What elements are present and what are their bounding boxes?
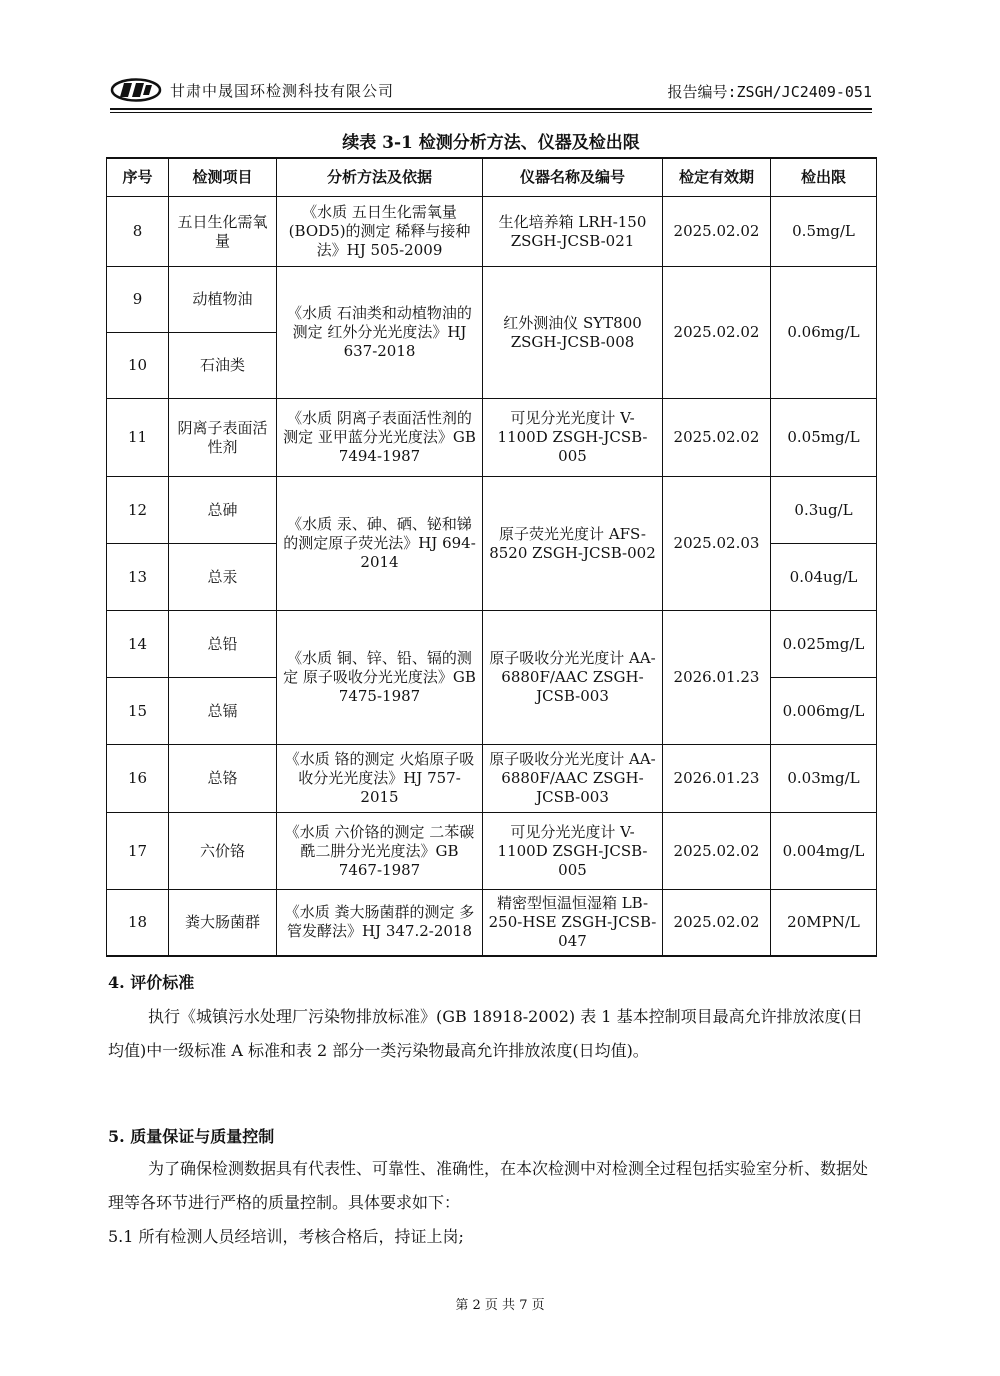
col-header-valid: 检定有效期 (663, 158, 771, 197)
cell-instrument: 原子荧光光度计 AFS-8520 ZSGH-JCSB-002 (483, 477, 663, 611)
cell-limit: 0.004mg/L (771, 813, 877, 890)
page-number: 第 2 页 共 7 页 (455, 1298, 545, 1313)
cell-no: 12 (107, 477, 169, 544)
cell-instrument: 生化培养箱 LRH-150 ZSGH-JCSB-021 (483, 197, 663, 267)
cell-instrument: 原子吸收分光光度计 AA-6880F/AAC ZSGH-JCSB-003 (483, 611, 663, 745)
cell-method: 《水质 石油类和动植物油的测定 红外分光光度法》HJ 637-2018 (277, 267, 483, 399)
cell-limit: 0.025mg/L (771, 611, 877, 678)
cell-instrument: 红外测油仪 SYT800 ZSGH-JCSB-008 (483, 267, 663, 399)
cell-item: 总镉 (169, 678, 277, 745)
header-rule (110, 108, 872, 110)
cell-no: 11 (107, 399, 169, 477)
cell-item: 六价铬 (169, 813, 277, 890)
cell-item: 总铅 (169, 611, 277, 678)
table-row (107, 399, 877, 477)
cell-method: 《水质 铬的测定 火焰原子吸收分光光度法》HJ 757-2015 (277, 745, 483, 813)
col-header-no: 序号 (107, 158, 169, 197)
cell-limit: 0.06mg/L (771, 267, 877, 399)
header-rule-thin (110, 112, 872, 113)
table-row (107, 267, 877, 333)
table-row (107, 745, 877, 813)
cell-limit: 20MPN/L (771, 890, 877, 956)
table-row (107, 611, 877, 678)
company-logo-icon (110, 78, 162, 102)
col-header-item: 检测项目 (169, 158, 277, 197)
cell-method: 《水质 五日生化需氧量(BOD5)的测定 稀释与接种法》HJ 505-2009 (277, 197, 483, 267)
cell-valid: 2025.02.02 (663, 267, 771, 399)
cell-no: 14 (107, 611, 169, 678)
cell-valid: 2025.02.02 (663, 399, 771, 477)
cell-no: 13 (107, 544, 169, 611)
section-4-title: 4. 评价标准 (108, 973, 195, 992)
cell-no: 17 (107, 813, 169, 890)
cell-item: 石油类 (169, 333, 277, 399)
cell-instrument: 可见分光光度计 V-1100D ZSGH-JCSB-005 (483, 813, 663, 890)
cell-item: 粪大肠菌群 (169, 890, 277, 956)
cell-valid: 2026.01.23 (663, 611, 771, 745)
cell-no: 10 (107, 333, 169, 399)
cell-limit: 0.03mg/L (771, 745, 877, 813)
col-header-instrument: 仪器名称及编号 (483, 158, 663, 197)
section-5-1-text: 5.1 所有检测人员经培训，考核合格后，持证上岗; (108, 1227, 464, 1246)
cell-limit: 0.006mg/L (771, 678, 877, 745)
cell-instrument: 原子吸收分光光度计 AA-6880F/AAC ZSGH-JCSB-003 (483, 745, 663, 813)
cell-instrument: 可见分光光度计 V-1100D ZSGH-JCSB-005 (483, 399, 663, 477)
report-number: 报告编号:ZSGH/JC2409-051 (667, 83, 872, 101)
cell-method: 《水质 粪大肠菌群的测定 多管发酵法》HJ 347.2-2018 (277, 890, 483, 956)
cell-limit: 0.3ug/L (771, 477, 877, 544)
cell-item: 总铬 (169, 745, 277, 813)
section-5-text: 为了确保检测数据具有代表性、可靠性、准确性，在本次检测中对检测全过程包括实验室分析、数据处理等各环节进行严格的质量控制。具体要求如下： (108, 1159, 869, 1212)
table-row (107, 813, 877, 890)
table-row (107, 197, 877, 267)
cell-limit: 0.04ug/L (771, 544, 877, 611)
cell-no: 16 (107, 745, 169, 813)
cell-no: 18 (107, 890, 169, 956)
cell-no: 9 (107, 267, 169, 333)
section-4-text: 执行《城镇污水处理厂污染物排放标准》(GB 18918-2002) 表 1 基本控制项目最高允许排放浓度(日均值)中一级标准 A 标准和表 2 部分一类污染物最高允许排放浓度(日均值)。 (108, 1007, 863, 1060)
cell-valid: 2025.02.02 (663, 197, 771, 267)
methods-table (106, 157, 877, 957)
cell-no: 8 (107, 197, 169, 267)
cell-method: 《水质 阴离子表面活性剂的测定 亚甲蓝分光光度法》GB 7494-1987 (277, 399, 483, 477)
cell-limit: 0.5mg/L (771, 197, 877, 267)
cell-method: 《水质 铜、锌、铅、镉的测定 原子吸收分光光度法》GB 7475-1987 (277, 611, 483, 745)
cell-instrument: 精密型恒温恒湿箱 LB-250-HSE ZSGH-JCSB-047 (483, 890, 663, 956)
table-title: 续表 3-1 检测分析方法、仪器及检出限 (342, 133, 640, 153)
cell-valid: 2025.02.02 (663, 813, 771, 890)
cell-no: 15 (107, 678, 169, 745)
cell-item: 动植物油 (169, 267, 277, 333)
cell-item: 总汞 (169, 544, 277, 611)
col-header-limit: 检出限 (771, 158, 877, 197)
cell-valid: 2025.02.03 (663, 477, 771, 611)
cell-valid: 2026.01.23 (663, 745, 771, 813)
table-row (107, 477, 877, 544)
company-name: 甘肃中晟国环检测科技有限公司 (170, 82, 395, 100)
table-header-row (107, 158, 877, 197)
cell-item: 总砷 (169, 477, 277, 544)
col-header-method: 分析方法及依据 (277, 158, 483, 197)
cell-limit: 0.05mg/L (771, 399, 877, 477)
cell-method: 《水质 汞、砷、硒、铋和锑的测定原子荧光法》HJ 694-2014 (277, 477, 483, 611)
cell-valid: 2025.02.02 (663, 890, 771, 956)
cell-item: 阴离子表面活性剂 (169, 399, 277, 477)
page-header (110, 78, 872, 108)
table-row (107, 890, 877, 956)
cell-item: 五日生化需氧量 (169, 197, 277, 267)
section-5-title: 5. 质量保证与质量控制 (108, 1127, 275, 1146)
cell-method: 《水质 六价铬的测定 二苯碳酰二肼分光光度法》GB 7467-1987 (277, 813, 483, 890)
